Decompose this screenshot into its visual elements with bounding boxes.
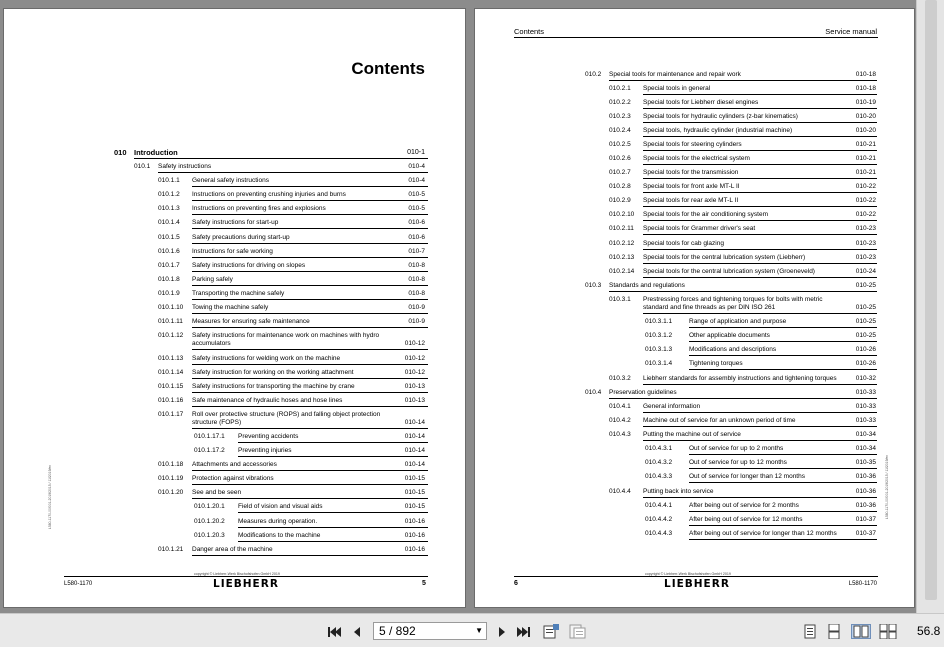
- toc-entry-title[interactable]: Other applicable documents: [689, 332, 770, 339]
- toc-entry-rule: [192, 271, 428, 272]
- toc-entry-number: 010.2.10: [609, 211, 635, 218]
- footer-doc-id: L580-1170: [848, 581, 877, 587]
- toc-entry-page[interactable]: 010-25: [855, 318, 876, 325]
- first-page-icon[interactable]: [326, 623, 342, 640]
- toc-entry-title[interactable]: Safety instructions for maintenance work on machines with hydro: [192, 332, 380, 339]
- toc-entry-page[interactable]: 010-18: [855, 85, 876, 92]
- header-right: Service manual: [825, 27, 877, 36]
- toc-entry-title[interactable]: Preventing injuries: [238, 447, 292, 454]
- toc-entry-title[interactable]: Transporting the machine safely: [192, 290, 285, 297]
- toc-entry-rule: [192, 364, 428, 365]
- toc-entry-number: 010.2: [585, 71, 602, 78]
- toc-entry-title[interactable]: Out of service for up to 12 months: [689, 459, 787, 466]
- toc-entry-number: 010.1.5: [158, 234, 180, 241]
- toc-entry-page[interactable]: 010-26: [855, 346, 876, 353]
- toc-entry-title[interactable]: Out of service for longer than 12 months: [689, 473, 805, 480]
- toc-entry-page[interactable]: 010-8: [408, 276, 425, 283]
- toc-entry-title[interactable]: Safety instructions for welding work on the machine: [192, 355, 341, 362]
- single-page-icon[interactable]: [803, 624, 817, 639]
- toc-entry-number: 010.2.7: [609, 169, 631, 176]
- toc-entry-title[interactable]: Special tools for the central lubrication system (Liebherr): [643, 254, 806, 261]
- toc-entry-title[interactable]: General safety instructions: [192, 177, 269, 184]
- scrollbar-thumb[interactable]: [925, 0, 937, 600]
- toc-entry-page[interactable]: 010-5: [408, 191, 425, 198]
- toc-entry-page[interactable]: 010-23: [855, 240, 876, 247]
- liebherr-logo: LIEBHERR: [213, 578, 279, 590]
- page-5: [3, 8, 466, 608]
- toc-entry-page[interactable]: 010-23: [855, 254, 876, 261]
- toc-entry-number: 010.1.14: [158, 369, 184, 376]
- toc-entry-rule: [238, 512, 428, 513]
- toc-entry-number: 010.2.12: [609, 240, 635, 247]
- footer-doc-id: L580-1170: [64, 581, 93, 587]
- toc-entry-rule: [643, 178, 877, 179]
- toc-entry-page[interactable]: 010-4: [408, 163, 425, 170]
- toc-entry-rule: [192, 406, 428, 407]
- toc-entry-title[interactable]: Safety precautions during start-up: [192, 234, 290, 241]
- toc-entry-number: 010.3.1.2: [645, 332, 673, 339]
- toc-entry-rule: [643, 164, 877, 165]
- toc-entry-number: 010.1.20: [158, 489, 184, 496]
- toc-entry-number: 010.2.13: [609, 254, 635, 261]
- toc-entry-title[interactable]: Special tools for hydraulic cylinders (z-bar kinematics): [643, 113, 798, 120]
- toc-entry-rule: [643, 150, 877, 151]
- toc-entry-rule: [689, 341, 877, 342]
- toc-entry-number: 010.1.10: [158, 304, 184, 311]
- toc-entry-rule: [609, 398, 877, 399]
- toc-entry-page[interactable]: 010-37: [855, 516, 876, 523]
- toc-entry-title[interactable]: Safety instructions for transporting the machine by crane: [192, 383, 355, 390]
- toc-entry-page[interactable]: 010-13: [404, 397, 425, 404]
- toc-entry-rule: [192, 555, 428, 556]
- toc-entry-page[interactable]: 010-34: [855, 431, 876, 438]
- toc-entry-rule: [689, 454, 877, 455]
- toc-entry-rule: [238, 456, 428, 457]
- header-rule: [514, 37, 878, 38]
- toc-entry-number: 010.1.18: [158, 461, 184, 468]
- continuous-page-icon[interactable]: [827, 624, 841, 639]
- toc-entry-number: 010.4.1: [609, 403, 631, 410]
- toc-entry-page[interactable]: 010-20: [855, 127, 876, 134]
- toc-entry-page[interactable]: 010-21: [855, 141, 876, 148]
- toc-entry-rule: [238, 442, 428, 443]
- toc-entry-title[interactable]: Instructions on preventing crushing injuries and burns: [192, 191, 346, 198]
- toc-entry-number: 010.2.2: [609, 99, 631, 106]
- zoom-level[interactable]: 56.8: [917, 624, 941, 638]
- toc-entry-number: 010.1.13: [158, 355, 184, 362]
- toc-entry-rule: [192, 378, 428, 379]
- toc-entry-rule: [643, 192, 877, 193]
- toc-entry-rule: [689, 369, 877, 370]
- toc-entry-rule: [643, 94, 877, 95]
- toc-entry-title[interactable]: Special tools for steering cylinders: [643, 141, 742, 148]
- toc-entry-number: 010.4.4.2: [645, 516, 673, 523]
- toc-entry-rule: [192, 228, 428, 229]
- toc-entry-number: 010.3.1.1: [645, 318, 673, 325]
- toc-entry-rule: [643, 426, 877, 427]
- toc-entry-rule: [643, 384, 877, 385]
- toc-entry-page[interactable]: 010-16: [404, 518, 425, 525]
- toc-entry-title[interactable]: Towing the machine safely: [192, 304, 269, 311]
- toc-entry-page[interactable]: 010-33: [855, 417, 876, 424]
- toc-entry-title[interactable]: Instructions for safe working: [192, 248, 273, 255]
- toc-entry-number: 010.1.17: [158, 411, 184, 418]
- toc-entry-rule: [192, 484, 428, 485]
- toc-entry-number: 010.1.3: [158, 205, 180, 212]
- toc-entry-page[interactable]: 010-34: [855, 445, 876, 452]
- copyright-text: copyright © Liebherr-Werk Bischofshofen GmbH 2019: [194, 572, 280, 576]
- toc-entry-rule: [609, 291, 877, 292]
- toc-entry-title[interactable]: After being out of service for 12 months: [689, 516, 803, 523]
- toc-entry-rule: [238, 527, 428, 528]
- toc-entry-page[interactable]: 010-25: [855, 282, 876, 289]
- toc-entry-title[interactable]: After being out of service for 2 months: [689, 502, 799, 509]
- toc-entry-title[interactable]: Special tools for the electrical system: [643, 155, 750, 162]
- toc-entry-number: 010: [114, 148, 127, 157]
- side-doc-code: L580-1170-00/001-2019/2015 / 11/2019/en: [48, 464, 52, 529]
- toc-entry-number: 010.2.9: [609, 197, 631, 204]
- toc-entry-page[interactable]: 010-13: [404, 383, 425, 390]
- toc-entry-title[interactable]: Modifications to the machine: [238, 532, 321, 539]
- toc-entry-number: 010.2.11: [609, 225, 634, 232]
- toc-entry-page[interactable]: 010-15: [404, 475, 425, 482]
- page-number-value: 5 / 892: [379, 624, 416, 638]
- toc-entry-number: 010.2.4: [609, 127, 631, 134]
- toc-entry-page[interactable]: 010-22: [855, 197, 876, 204]
- toc-entry-number: 010.2.3: [609, 113, 631, 120]
- toc-entry-rule: [643, 412, 877, 413]
- toc-entry-page[interactable]: 010-36: [855, 502, 876, 509]
- toc-entry-rule: [192, 313, 428, 314]
- liebherr-logo: LIEBHERR: [664, 578, 730, 590]
- toc-entry-page[interactable]: 010-6: [408, 234, 425, 241]
- toc-entry-title[interactable]: Special tools for cab glazing: [643, 240, 724, 247]
- copyright-text: copyright © Liebherr-Werk Bischofshofen GmbH 2019: [645, 572, 731, 576]
- toc-entry-number: 010.1.20.3: [194, 532, 225, 539]
- toc-entry-rule: [689, 482, 877, 483]
- toc-entry-page[interactable]: 010-32: [855, 375, 876, 382]
- page-title: Contents: [351, 59, 425, 78]
- toc-entry-page[interactable]: 010-37: [855, 530, 876, 537]
- toc-entry-page[interactable]: 010-18: [855, 71, 876, 78]
- toc-entry-page[interactable]: 010-9: [408, 318, 425, 325]
- toc-entry-title[interactable]: Modifications and descriptions: [689, 346, 777, 353]
- toc-entry-rule: [689, 525, 877, 526]
- toc-entry-rule: [643, 249, 877, 250]
- toc-entry-title[interactable]: Prestressing forces and tightening torques for bolts with metric: [643, 296, 823, 303]
- toc-entry-page[interactable]: 010-12: [404, 369, 425, 376]
- toc-entry-number: 010.1.17.2: [194, 447, 225, 454]
- toc-entry-page[interactable]: 010-19: [855, 99, 876, 106]
- toc-entry-number: 010.2.6: [609, 155, 631, 162]
- toc-entry-title[interactable]: Special tools for the transmission: [643, 169, 739, 176]
- toc-entry-rule: [192, 285, 428, 286]
- toc-entry-page[interactable]: 010-35: [855, 459, 876, 466]
- toc-entry-number: 010.1.9: [158, 290, 180, 297]
- toc-entry-title[interactable]: Safe maintenance of hydraulic hoses and hose lines: [192, 397, 343, 404]
- toc-entry-number: 010.4.4.3: [645, 530, 673, 537]
- toc-entry-title[interactable]: Safety instructions: [158, 163, 212, 170]
- toc-entry-title[interactable]: Liebherr standards for assembly instructions and tightening torques: [643, 375, 837, 382]
- toc-entry-number: 010.1.20.1: [194, 503, 225, 510]
- toc-entry-title-cont[interactable]: structure (FOPS): [192, 419, 242, 426]
- toc-entry-page[interactable]: 010-8: [408, 290, 425, 297]
- toc-entry-page[interactable]: 010-16: [404, 546, 425, 553]
- toc-entry-rule: [192, 243, 428, 244]
- toc-entry-page[interactable]: 010-21: [855, 169, 876, 176]
- toc-entry-number: 010.4.3.3: [645, 473, 673, 480]
- toc-entry-title[interactable]: Out of service for up to 2 months: [689, 445, 784, 452]
- toc-entry-number: 010.1.15: [158, 383, 184, 390]
- toc-entry-number: 010.3.1.4: [645, 360, 673, 367]
- toc-entry-title[interactable]: Range of application and purpose: [689, 318, 787, 325]
- toc-entry-number: 010.3.1: [609, 296, 631, 303]
- toc-entry-rule: [643, 122, 877, 123]
- toc-entry-title[interactable]: After being out of service for longer than 12 months: [689, 530, 837, 537]
- toc-entry-number: 010.1.20.2: [194, 518, 225, 525]
- toc-entry-page[interactable]: 010-6: [408, 219, 425, 226]
- toc-entry-number: 010.4.3: [609, 431, 631, 438]
- toc-entry-title[interactable]: Tightening torques: [689, 360, 743, 367]
- toc-entry-rule: [192, 186, 428, 187]
- toc-entry-number: 010.1.21: [158, 546, 184, 553]
- toc-entry-number: 010.4: [585, 389, 602, 396]
- toc-entry-rule: [192, 299, 428, 300]
- toc-entry-page[interactable]: 010-7: [408, 248, 425, 255]
- toc-entry-number: 010.1.16: [158, 397, 184, 404]
- toc-entry-number: 010.1.8: [158, 276, 180, 283]
- toc-entry-title[interactable]: Parking safely: [192, 276, 233, 283]
- toc-entry-title-cont[interactable]: accumulators: [192, 340, 231, 347]
- toc-entry-rule: [643, 263, 877, 264]
- two-page-icon[interactable]: [851, 624, 871, 639]
- toc-entry-page[interactable]: 010-20: [855, 113, 876, 120]
- toc-entry-rule: [643, 277, 877, 278]
- toc-entry-title[interactable]: Measures for ensuring safe maintenance: [192, 318, 310, 325]
- toc-entry-number: 010.1.7: [158, 262, 180, 269]
- toc-entry-number: 010.2.1: [609, 85, 631, 92]
- toc-entry-rule: [134, 158, 428, 159]
- toc-entry-number: 010.1.4: [158, 219, 180, 226]
- toc-entry-title[interactable]: General information: [643, 403, 701, 410]
- toc-entry-number: 010.1.6: [158, 248, 180, 255]
- page-6: [474, 8, 915, 608]
- toc-entry-rule: [192, 327, 428, 328]
- toc-entry-number: 010.4.3.2: [645, 459, 673, 466]
- toc-entry-page[interactable]: 010-25: [855, 332, 876, 339]
- toc-entry-number: 010.1.17.1: [194, 433, 225, 440]
- toc-entry-page[interactable]: 010-16: [404, 532, 425, 539]
- toc-entry-rule: [192, 428, 428, 429]
- toc-entry-rule: [192, 470, 428, 471]
- toc-entry-title[interactable]: Roll over protective structure (ROPS) and falling object protection: [192, 411, 381, 418]
- toc-entry-page[interactable]: 010-14: [404, 447, 425, 454]
- toc-entry-title[interactable]: Safety instructions for start-up: [192, 219, 279, 226]
- toc-entry-title[interactable]: Safety instruction for working on the working attachment: [192, 369, 354, 376]
- toc-entry-page[interactable]: 010-22: [855, 211, 876, 218]
- toc-entry-rule: [643, 497, 877, 498]
- toc-entry-page[interactable]: 010-23: [855, 225, 876, 232]
- toc-entry-rule: [609, 80, 877, 81]
- toc-entry-title[interactable]: Preventing accidents: [238, 433, 299, 440]
- toc-entry-page[interactable]: 010-14: [404, 433, 425, 440]
- toc-entry-number: 010.2.8: [609, 183, 631, 190]
- toc-entry-rule: [643, 136, 877, 137]
- toc-entry-rule: [192, 349, 428, 350]
- toc-entry-rule: [192, 392, 428, 393]
- toc-entry-page[interactable]: 010-33: [855, 389, 876, 396]
- toc-entry-rule: [689, 468, 877, 469]
- toc-entry-title[interactable]: Special tools for rear axle MT-L II: [643, 197, 739, 204]
- toc-entry-rule: [689, 355, 877, 356]
- toc-entry-number: 010.1.2: [158, 191, 180, 198]
- toc-entry-number: 010.1.11: [158, 318, 183, 325]
- page-number-field[interactable]: [373, 622, 487, 640]
- toc-entry-title[interactable]: Putting back into service: [643, 488, 714, 495]
- toc-entry-title[interactable]: Special tools in general: [643, 85, 711, 92]
- toc-entry-number: 010.4.2: [609, 417, 631, 424]
- document-icon[interactable]: [568, 623, 586, 640]
- toc-entry-title[interactable]: Introduction: [134, 148, 178, 157]
- toc-entry-number: 010.3.2: [609, 375, 631, 382]
- toc-entry-number: 010.4.3.1: [645, 445, 673, 452]
- toc-entry-title[interactable]: Protection against vibrations: [192, 475, 274, 482]
- toc-entry-number: 010.2.5: [609, 141, 631, 148]
- toc-entry-rule: [192, 257, 428, 258]
- toc-entry-title[interactable]: Measures during operation.: [238, 518, 318, 525]
- toc-entry-title[interactable]: Special tools for front axle MT-L II: [643, 183, 740, 190]
- toc-entry-title[interactable]: Special tools for the central lubrication system (Groeneveld): [643, 268, 815, 275]
- toc-entry-rule: [238, 541, 428, 542]
- toc-entry-title[interactable]: Special tools for Liebherr diesel engines: [643, 99, 759, 106]
- vertical-scrollbar[interactable]: [916, 0, 944, 613]
- toc-entry-rule: [643, 108, 877, 109]
- toc-entry-page[interactable]: 010-8: [408, 262, 425, 269]
- toc-entry-page[interactable]: 010-15: [404, 489, 425, 496]
- toc-entry-rule: [643, 220, 877, 221]
- toc-entry-title[interactable]: Instructions on preventing fires and explosions: [192, 205, 326, 212]
- toc-entry-title[interactable]: Standards and regulations: [609, 282, 685, 289]
- toc-entry-page[interactable]: 010-1: [407, 149, 425, 156]
- toc-entry-page[interactable]: 010-9: [408, 304, 425, 311]
- toc-entry-rule: [643, 206, 877, 207]
- toc-entry-page[interactable]: 010-15: [404, 503, 425, 510]
- page-thumbnails-icon[interactable]: [542, 623, 560, 640]
- toc-entry-page[interactable]: 010-14: [404, 461, 425, 468]
- toc-entry-rule: [158, 172, 428, 173]
- toc-entry-title[interactable]: Field of vision and visual aids: [238, 503, 323, 510]
- header-left: Contents: [514, 27, 545, 36]
- toc-entry-rule: [192, 214, 428, 215]
- toc-entry-rule: [192, 200, 428, 201]
- toc-entry-title[interactable]: Danger area of the machine: [192, 546, 273, 553]
- page-number: 6: [514, 580, 518, 587]
- toc-entry-page[interactable]: 010-22: [855, 183, 876, 190]
- toc-entry-page[interactable]: 010-36: [855, 473, 876, 480]
- next-page-icon[interactable]: [496, 623, 508, 640]
- toc-entry-page[interactable]: 010-14: [404, 419, 425, 426]
- toc-entry-number: 010.2.14: [609, 268, 635, 275]
- toc-entry-title[interactable]: Special tools for the air conditioning system: [643, 211, 769, 218]
- page-number: 5: [422, 580, 426, 587]
- toc-entry-number: 010.1.12: [158, 332, 184, 339]
- last-page-icon[interactable]: [516, 623, 532, 640]
- toc-entry-title[interactable]: Special tools for Grammer driver's seat: [643, 225, 756, 232]
- toc-entry-number: 010.4.4: [609, 488, 631, 495]
- toc-entry-title[interactable]: Attachments and accessories: [192, 461, 277, 468]
- toc-entry-title[interactable]: Special tools, hydraulic cylinder (industrial machine): [643, 127, 793, 134]
- side-doc-code: L580-1170-00/001-2019/2015 / 11/2019/en: [885, 454, 889, 519]
- toc-entry-title[interactable]: Putting the machine out of service: [643, 431, 741, 438]
- two-page-continuous-icon[interactable]: [879, 624, 897, 639]
- toc-entry-rule: [643, 313, 877, 314]
- viewer-toolbar: [0, 613, 944, 647]
- toc-entry-rule: [689, 511, 877, 512]
- toc-entry-page[interactable]: 010-4: [408, 177, 425, 184]
- toc-entry-page[interactable]: 010-25: [855, 304, 876, 311]
- toc-entry-page[interactable]: 010-36: [855, 488, 876, 495]
- toc-entry-number: 010.1.19: [158, 475, 184, 482]
- toc-entry-rule: [643, 440, 877, 441]
- footer-rule: [514, 576, 878, 577]
- toc-entry-title[interactable]: Safety instructions for driving on slopes: [192, 262, 306, 269]
- toc-entry-title[interactable]: Special tools for maintenance and repair work: [609, 71, 741, 78]
- toc-entry-rule: [192, 498, 428, 499]
- prev-page-icon[interactable]: [350, 623, 362, 640]
- toc-entry-rule: [689, 327, 877, 328]
- toc-entry-number: 010.4.4.1: [645, 502, 673, 509]
- toc-entry-title[interactable]: Preservation guidelines: [609, 389, 677, 396]
- footer-rule: [64, 576, 428, 577]
- toc-entry-title[interactable]: Machine out of service for an unknown period of time: [643, 417, 796, 424]
- toc-entry-rule: [643, 234, 877, 235]
- toc-entry-number: 010.3: [585, 282, 602, 289]
- toc-entry-page[interactable]: 010-24: [855, 268, 876, 275]
- toc-entry-number: 010.3.1.3: [645, 346, 673, 353]
- toc-entry-page[interactable]: 010-33: [855, 403, 876, 410]
- toc-entry-number: 010.1.1: [158, 177, 180, 184]
- toc-entry-number: 010.1: [134, 163, 151, 170]
- toc-entry-page[interactable]: 010-26: [855, 360, 876, 367]
- toc-entry-title-cont[interactable]: standard and fine threads as per DIN ISO 261: [643, 304, 776, 311]
- chevron-down-icon[interactable]: ▼: [475, 626, 483, 635]
- toc-entry-title[interactable]: See and be seen: [192, 489, 242, 496]
- toc-entry-page[interactable]: 010-12: [404, 355, 425, 362]
- toc-entry-page[interactable]: 010-21: [855, 155, 876, 162]
- toc-entry-page[interactable]: 010-12: [404, 340, 425, 347]
- toc-entry-page[interactable]: 010-5: [408, 205, 425, 212]
- toc-entry-rule: [689, 539, 877, 540]
